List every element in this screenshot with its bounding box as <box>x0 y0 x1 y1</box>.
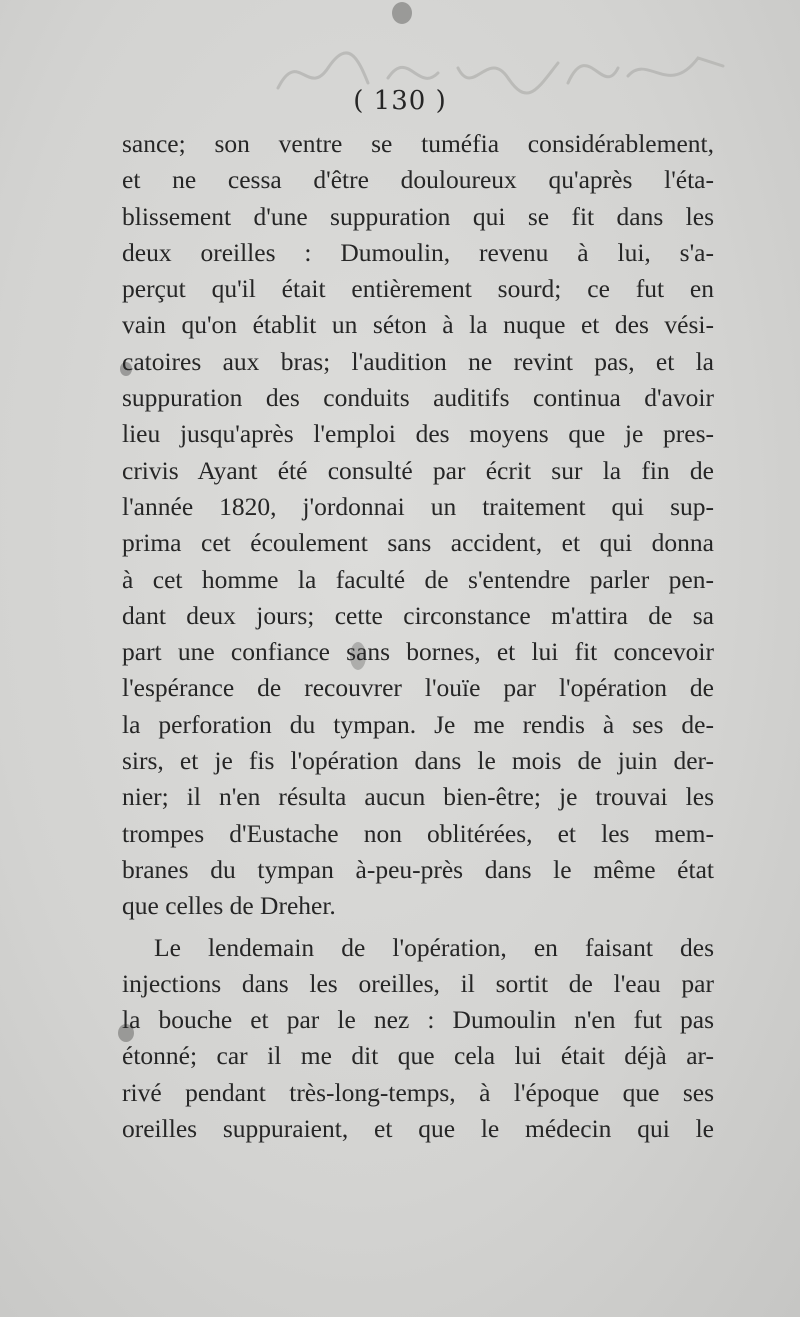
text-line: la bouche et par le nez : Dumoulin n'en fut pas <box>122 1005 714 1035</box>
text-line: perçut qu'il était entièrement sourd; ce fut en <box>122 274 714 304</box>
text-line: vain qu'on établit un séton à la nuque et des vési- <box>122 310 714 340</box>
text-line: à cet homme la faculté de s'entendre parler pen- <box>122 564 714 594</box>
text-line: catoires aux bras; l'audition ne revint pas, et la <box>122 346 714 376</box>
text-line: et ne cessa d'être douloureux qu'après l'éta- <box>122 165 714 195</box>
text-line: sance; son ventre se tuméfia considérablement, <box>122 129 714 158</box>
text-line: lieu jusqu'après l'emploi des moyens que je pres- <box>122 419 714 449</box>
text-line: suppuration des conduits auditifs continua d'avoir <box>122 383 714 413</box>
text-line: branes du tympan à-peu-près dans le même état <box>122 854 714 884</box>
text-line: prima cet écoulement sans accident, et qui donna <box>122 528 714 558</box>
page-number: ( 130 ) <box>353 86 447 116</box>
text-line: crivis Ayant été consulté par écrit sur la fin de <box>122 455 714 485</box>
text-line: deux oreilles : Dumoulin, revenu à lui, s'a- <box>122 237 714 267</box>
text-line: sirs, et je fis l'opération dans le mois de juin der- <box>122 746 714 776</box>
body-text <box>122 126 714 1147</box>
text-line: dant deux jours; cette circonstance m'attira de sa <box>122 600 714 630</box>
text-line: trompes d'Eustache non oblitérées, et les mem- <box>122 818 714 848</box>
text-line: l'année 1820, j'ordonnai un traitement qui sup- <box>122 491 714 521</box>
text-line: rivé pendant très-long-temps, à l'époque que ses <box>122 1077 714 1107</box>
ink-blot-top <box>392 2 412 24</box>
text-line: l'espérance de recouvrer l'ouïe par l'opération de <box>122 673 714 703</box>
text-line: oreilles suppuraient, et que le médecin qui le <box>122 1114 714 1144</box>
text-line: blissement d'une suppuration qui se fit dans les <box>122 201 714 231</box>
text-line: que celles de Dreher. <box>122 891 336 921</box>
text-line: part une confiance sans bornes, et lui fit concevoir <box>122 637 714 667</box>
text-line: la perforation du tympan. Je me rendis à ses de- <box>122 709 714 739</box>
text-line: injections dans les oreilles, il sortit de l'eau par <box>122 968 714 998</box>
text-line: étonné; car il me dit que cela lui était déjà ar- <box>122 1041 714 1071</box>
text-line: nier; il n'en résulta aucun bien-être; je trouvai les <box>122 782 714 812</box>
text-line: Le lendemain de l'opération, en faisant des <box>154 932 714 962</box>
